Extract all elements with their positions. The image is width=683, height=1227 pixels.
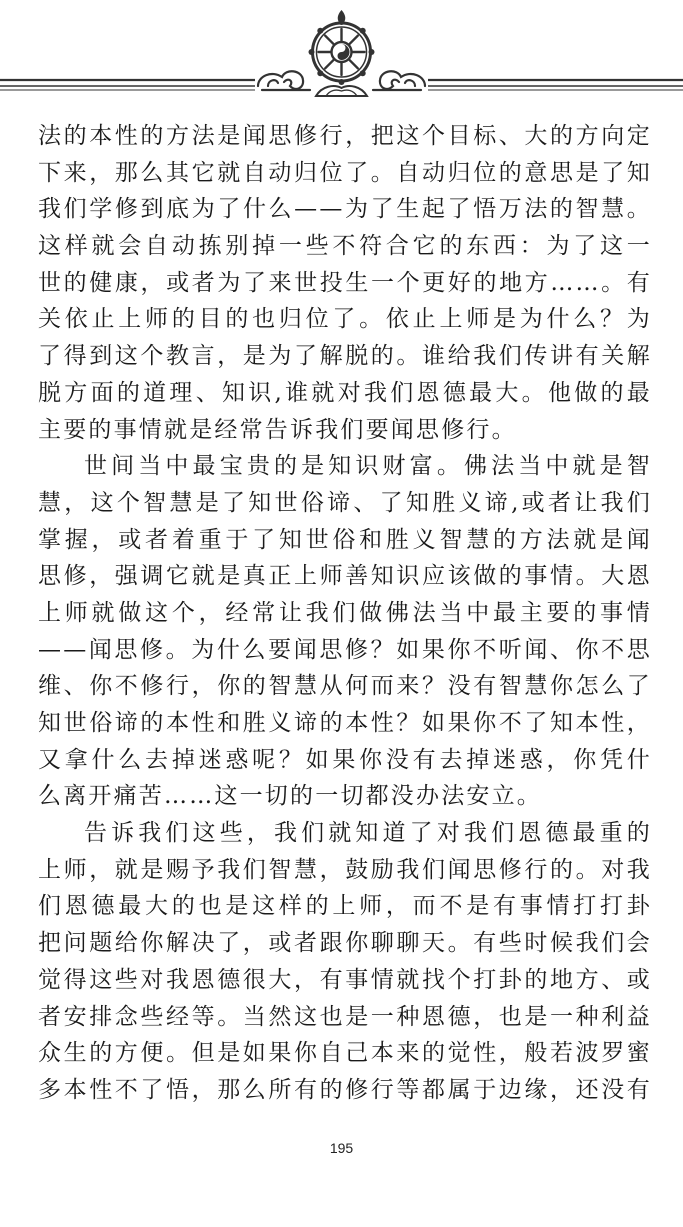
text-line: 多本性不了悟，那么所有的修行等都属于边缘，还没有 — [38, 1076, 652, 1103]
text-line: 下来，那么其它就自动归位了。自动归位的意思是了知 — [38, 159, 652, 186]
text-line: 维、你不修行，你的智慧从何而来？没有智慧你怎么了 — [38, 673, 652, 700]
text-line: 掌握，或者着重于了知世俗和胜义智慧的方法就是闻 — [38, 526, 652, 553]
text-line: 觉得这些对我恩德很大，有事情就找个打卦的地方、或 — [38, 966, 652, 993]
text-line: 世的健康，或者为了来世投生一个更好的地方……。有 — [38, 269, 652, 296]
text-line: 知世俗谛的本性和胜义谛的本性？如果你不了知本性， — [38, 710, 652, 736]
text-line: 众生的方便。但是如果你自己本来的觉性，般若波罗蜜 — [38, 1040, 652, 1067]
body-text — [38, 118, 652, 1109]
text-line: ——闻思修。为什么要闻思修？如果你不听闻、你不思 — [38, 636, 652, 663]
header-ornament — [0, 0, 683, 110]
text-line: 这样就会自动拣别掉一些不符合它的东西：为了这一 — [38, 233, 652, 260]
text-line: 上师就做这个，经常让我们做佛法当中最主要的事情 — [38, 599, 652, 626]
text-line: 了得到这个教言，是为了解脱的。谁给我们传讲有关解 — [38, 343, 652, 370]
paragraph-1 — [38, 118, 652, 448]
page-header — [0, 0, 683, 110]
text-line: 世间当中最宝贵的是知识财富。佛法当中就是智 — [84, 453, 652, 480]
text-line: 法的本性的方法是闻思修行，把这个目标、大的方向定 — [38, 123, 652, 149]
text-line: 慧，这个智慧是了知世俗谛、了知胜义谛,或者让我们 — [38, 489, 652, 516]
text-line: 主要的事情就是经常告诉我们要闻思修行。 — [38, 416, 517, 443]
paragraph-3 — [38, 815, 652, 1109]
text-line: 思修，强调它就是真正上师善知识应该做的事情。大恩 — [38, 563, 652, 590]
text-line: 我们学修到底为了什么——为了生起了悟万法的智慧。 — [38, 196, 652, 223]
text-line: 者安排念些经等。当然这也是一种恩德，也是一种利益 — [38, 1003, 652, 1030]
text-line: 脱方面的道理、知识,谁就对我们恩德最大。他做的最 — [38, 379, 652, 406]
text-line: 么离开痛苦……这一切的一切都没办法安立。 — [38, 783, 542, 810]
page-number: 195 — [329, 1140, 354, 1156]
text-line: 把问题给你解决了，或者跟你聊聊天。有些时候我们会 — [38, 930, 652, 957]
text-line: 又拿什么去掉迷惑呢？如果你没有去掉迷惑，你凭什 — [38, 746, 652, 773]
text-line: 告诉我们这些，我们就知道了对我们恩德最重的 — [84, 820, 652, 847]
text-line: 上师，就是赐予我们智慧，鼓励我们闻思修行的。对我 — [38, 856, 652, 883]
text-line: 关依止上师的目的也归位了。依止上师是为什么？为 — [38, 306, 652, 333]
paragraph-2 — [38, 448, 652, 815]
text-line: 们恩德最大的也是这样的上师，而不是有事情打打卦 — [38, 893, 652, 920]
